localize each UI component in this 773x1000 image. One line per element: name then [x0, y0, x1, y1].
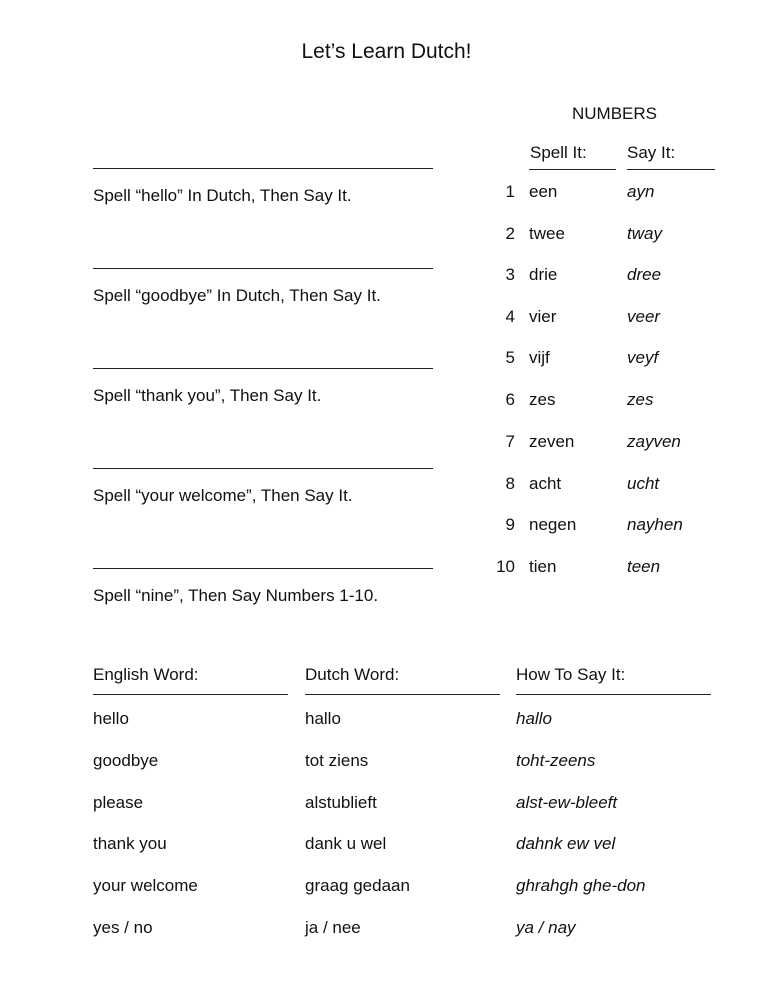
number-index: 8: [505, 474, 515, 493]
dutch-word: hallo: [305, 709, 341, 728]
english-word: thank you: [93, 834, 167, 853]
english-word: please: [93, 793, 144, 812]
dutch-word: dank u wel: [305, 834, 387, 853]
number-spelling: drie: [529, 265, 558, 284]
english-header-underline: [93, 694, 288, 695]
number-index: 1: [505, 182, 515, 201]
how-to-say-header: How To Say It:: [516, 665, 626, 684]
number-pronunciation: nayhen: [627, 515, 683, 534]
spell-it-underline: [529, 169, 616, 170]
dutch-word: alstublieft: [305, 793, 377, 812]
pronunciation: ghrahgh ghe-don: [516, 876, 646, 895]
prompt-hello: Spell “hello” In Dutch, Then Say It.: [93, 186, 352, 205]
number-index: 9: [505, 515, 515, 534]
number-spelling: zes: [529, 390, 556, 409]
answer-line[interactable]: [93, 268, 433, 269]
number-pronunciation: ucht: [627, 474, 660, 493]
number-index: 5: [505, 348, 515, 367]
say-header-underline: [516, 694, 711, 695]
number-spelling: tien: [529, 557, 557, 576]
number-pronunciation: dree: [627, 265, 662, 284]
answer-line[interactable]: [93, 368, 433, 369]
dutch-word: graag gedaan: [305, 876, 410, 895]
pronunciation: alst-ew-bleeft: [516, 793, 618, 812]
dutch-word: tot ziens: [305, 751, 369, 770]
prompt-nine: Spell “nine”, Then Say Numbers 1-10.: [93, 586, 379, 605]
number-spelling: zeven: [529, 432, 575, 451]
page-title: Let’s Learn Dutch!: [301, 40, 472, 63]
english-word: your welcome: [93, 876, 198, 895]
answer-line[interactable]: [93, 168, 433, 169]
number-spelling: een: [529, 182, 558, 201]
number-spelling: vier: [529, 307, 557, 326]
number-index: 3: [505, 265, 515, 284]
number-pronunciation: zes: [627, 390, 654, 409]
answer-line[interactable]: [93, 568, 433, 569]
number-spelling: negen: [529, 515, 577, 534]
numbers-heading: NUMBERS: [572, 104, 658, 123]
number-pronunciation: teen: [627, 557, 661, 576]
pronunciation: ya / nay: [516, 918, 576, 937]
pronunciation: toht-zeens: [516, 751, 596, 770]
number-pronunciation: ayn: [627, 182, 655, 201]
number-pronunciation: tway: [627, 224, 662, 243]
say-it-header: Say It:: [627, 143, 676, 162]
answer-line[interactable]: [93, 468, 433, 469]
number-index: 6: [505, 390, 515, 409]
number-spelling: acht: [529, 474, 562, 493]
number-index: 10: [496, 557, 515, 576]
number-spelling: twee: [529, 224, 565, 243]
number-pronunciation: veer: [627, 307, 661, 326]
spell-it-header: Spell It:: [530, 143, 587, 162]
number-pronunciation: zayven: [627, 432, 681, 451]
english-word-header: English Word:: [93, 665, 199, 684]
prompt-your-welcome: Spell “your welcome”, Then Say It.: [93, 486, 353, 505]
number-spelling: vijf: [529, 348, 550, 367]
number-pronunciation: veyf: [627, 348, 659, 367]
english-word: yes / no: [93, 918, 153, 937]
pronunciation: dahnk ew vel: [516, 834, 616, 853]
prompt-goodbye: Spell “goodbye” In Dutch, Then Say It.: [93, 286, 381, 305]
dutch-word: ja / nee: [305, 918, 361, 937]
english-word: hello: [93, 709, 129, 728]
dutch-header-underline: [305, 694, 500, 695]
number-index: 4: [505, 307, 515, 326]
number-index: 2: [505, 224, 515, 243]
pronunciation: hallo: [516, 709, 552, 728]
english-word: goodbye: [93, 751, 159, 770]
number-index: 7: [505, 432, 515, 451]
prompt-thank-you: Spell “thank you”, Then Say It.: [93, 386, 322, 405]
dutch-word-header: Dutch Word:: [305, 665, 400, 684]
say-it-underline: [627, 169, 715, 170]
